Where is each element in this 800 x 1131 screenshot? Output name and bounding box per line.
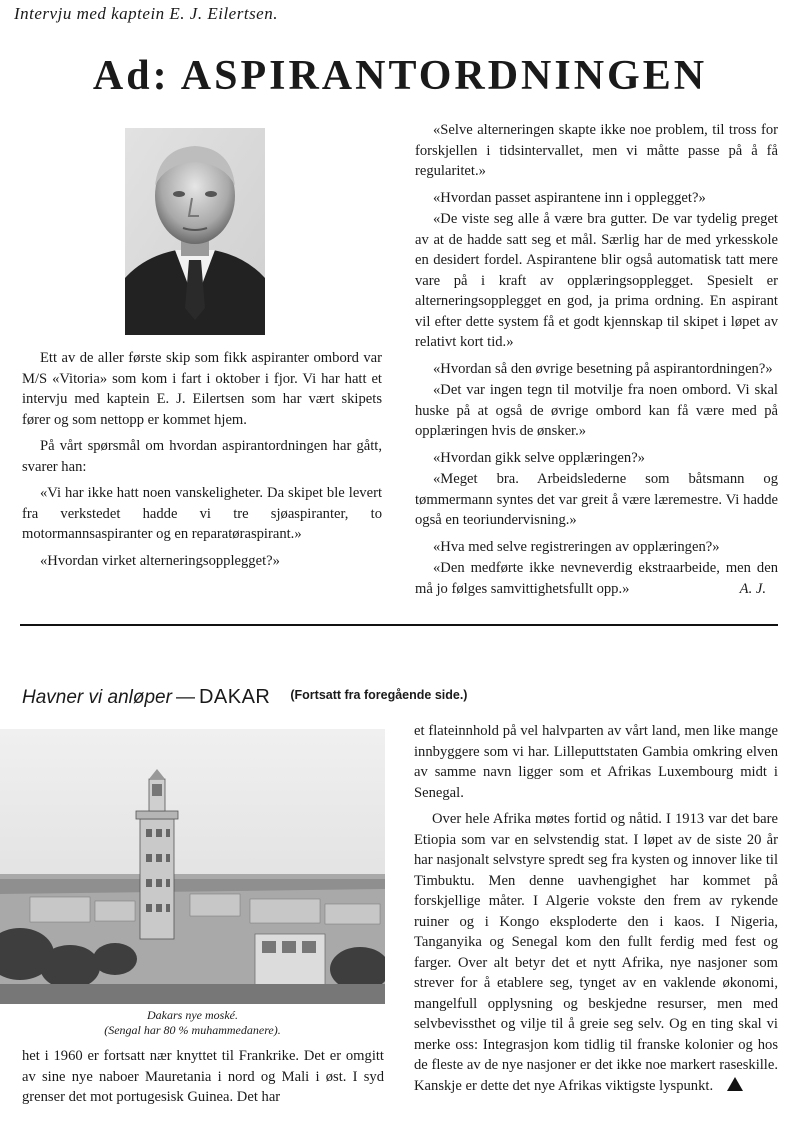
dakar-mosque-photo	[0, 729, 385, 1004]
paragraph: het i 1960 er fortsatt nær knyttet til Frankrike. Det er omgitt av sine nye naboer Mauretania i nord og Mali i øst. I syd grenser det mot portugesisk Guinea. Det har	[22, 1048, 384, 1105]
captain-portrait-photo	[125, 128, 265, 335]
paragraph-text: «Den medførte ikke nevneverdig ekstraarbeide, men den må jo følges samvittighetsfullt opp.»	[415, 560, 778, 597]
paragraph-last	[415, 558, 778, 599]
article-title: Ad: ASPIRANTORDNINGEN	[92, 53, 708, 99]
paragraph: «Vi har ikke hatt noen vanskeligheter. Da skipet ble levert fra verkstedet hadde vi tre sjøaspiranter, to motormannsaspiranter og en reparatøraspirant.»	[22, 485, 382, 542]
paragraph: et flateinnhold på vel halvparten av vårt land, men like mange innbyggere som vi har. Lilleputtstaten Gambia omkring elven av samme navn ligger som et Afrikas Luxembourg midt i Senegal.	[414, 723, 778, 801]
paragraph: «Det var ingen tegn til motvilje fra noen ombord. Vi skal huske på at også de øvrige ombord kan få være med på opplæringen hvis de ønsker.»	[415, 382, 778, 439]
paragraph: «De viste seg alle å være bra gutter. De var tydelig preget av at de hadde satt seg et mål. Særlig har de med yrkesskole en desidert fordel. Aspirantene blir også automatisk tatt mere vare på i kraft av opplæringsopplegget. Spesielt er alterneringsopplegget en god, ja prima ordning. En aspirant vil efter dette system få et godt kjennskap til skipet i løpet av relativt kort tid.»	[415, 211, 778, 350]
article2-column-right	[414, 721, 778, 1102]
section-heading-continued-note: (Fortsatt fra foregående side.)	[290, 688, 468, 702]
paragraph: «Hvordan passet aspirantene inn i opplegget?»	[433, 189, 706, 206]
paragraph: Ett av de aller første skip som fikk aspiranter ombord var M/S «Vitoria» som kom i fart i oktober i fjor. Vi har hatt et intervju med kaptein E. J. Eilertsen som har vært skipets fører og som nettopp er kommet hjem.	[22, 350, 382, 428]
author-signature: A. J.	[739, 580, 766, 597]
photo-caption-line: (Sengal har 80 % muhammedanere).	[104, 1023, 281, 1037]
photo-caption	[0, 1008, 385, 1038]
section-heading-italic: Havner vi anløper	[22, 687, 172, 708]
section-heading	[22, 686, 782, 709]
article2-column-left	[22, 1046, 384, 1114]
paragraph: «Selve alterneringen skapte ikke noe problem, til tross for forskjellen i tidsintervallet, men vi måtte passe på å få regularitet.»	[415, 122, 778, 179]
article-kicker: Intervju med kaptein E. J. Eilertsen.	[14, 4, 278, 23]
photo-caption-line: Dakars nye moské.	[147, 1008, 238, 1022]
paragraph: «Hvordan gikk selve opplæringen?»	[433, 449, 645, 466]
article1-column-right	[415, 120, 778, 605]
paragraph-text: Over hele Afrika møtes fortid og nåtid. I 1913 var det bare Etiopia som var en selvstendig stat. I løpet av de siste 20 år har nasjonalt selvstyre spredt seg fra kysten og innover like til Timbuktu. Men denne uavhengighet har kommet på forskjellige måter. I Algerie vokste den frem av rykende ruiner og i Kongo eksploderte den i kaos. I Nigeria, Tanganyika og Senegal kom den fullt ferdig med fest og farger. Over alt betyr det et nytt Afrika, nye nasjoner som strever for å etablere seg, tynget av en vaklende økonomi, mangelfull opplysning og beskjedne resurser, men med selvbevissthet og vilje til å greie seg selv. Og en ting skal vi merke oss: Integrasjon kom tidlig til franske kolonier og hos de fleste av de nye nasjoner er det ikke noe markert raseskille. Kanskje er dette det nye Afrikas viktigste lyspunkt.	[414, 811, 778, 1094]
article1-column-left	[22, 348, 382, 577]
section-divider	[20, 624, 778, 626]
section-heading-dash: —	[175, 687, 195, 708]
section-heading-city: DAKAR	[198, 686, 271, 708]
triangle-end-icon	[727, 1077, 743, 1091]
paragraph: «Hvordan så den øvrige besetning på aspirantordningen?»	[433, 360, 773, 377]
paragraph: «Meget bra. Arbeidslederne som båtsmann og tømmermann syntes det var greit å være læremestre. Vi hadde også en teoriundervisning.»	[415, 471, 778, 528]
paragraph: «Hva med selve registreringen av opplæringen?»	[433, 538, 720, 555]
paragraph: «Hvordan virket alterneringsopplegget?»	[40, 552, 280, 569]
paragraph-last	[414, 809, 778, 1096]
paragraph: På vårt spørsmål om hvordan aspirantordningen har gått, svarer han:	[22, 438, 382, 475]
